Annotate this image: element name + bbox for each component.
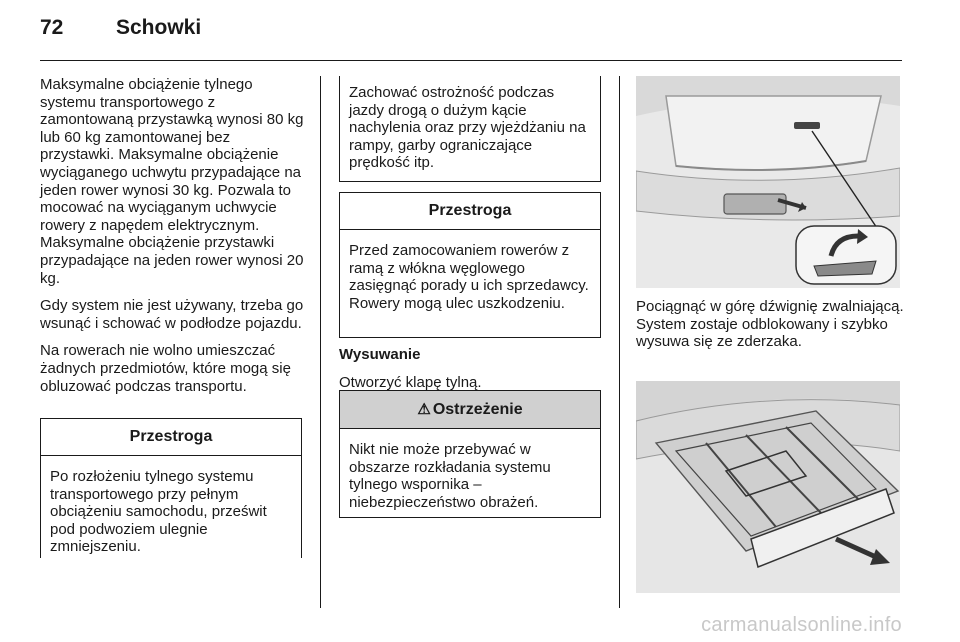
paragraph-loose-items: Na rowerach nie wolno umieszczać żadnych przedmiotów, które mogą się obluzować podczas transportu. [40,342,291,395]
caution-box-ground-clearance [40,418,302,558]
column-divider-left [320,76,321,608]
column-divider-right [619,76,620,608]
caution-title: Przestroga [340,193,600,230]
page-header [40,16,902,52]
left-column [40,76,308,405]
paragraph-storage: Gdy system nie jest używany, trzeba go wsunąć i schować w podłodze pojazdu. [40,297,304,332]
right-caption [636,298,904,361]
warning-body: Nikt nie może przebywać w obszarze rozkładania systemu tylnego wspornika – niebezpieczeństwo obrażeń. [349,441,551,511]
illustration-release-lever [636,76,900,288]
caution-box-carbon-frames [339,192,601,338]
header-divider [40,60,902,61]
caution-box-continued [339,76,601,182]
warning-box [339,390,601,518]
caption-release: Pociągnąć w górę dźwignię zwalniającą. System zostaje odblokowany i szybko wysuwa się ze zderzaka. [636,298,904,351]
warning-title: Ostrzeżenie [432,401,523,418]
caution-body: Po rozłożeniu tylnego systemu transportowego przy pełnym obciążeniu samochodu, prześwit pod podwoziem ulegnie zmniejszeniu. [50,468,267,556]
caution-title: Przestroga [41,419,301,456]
warning-triangle-icon: ⚠ [417,401,431,418]
warning-title-bar [340,391,600,429]
paragraph-load-limits: Maksymalne obciążenie tylnego systemu transportowego z zamontowaną przystawką wynosi 80 kg lub 60 kg zamontowanej bez przystawki. Maksymalne obciążenie wyciąganego uchwytu przypadające na jeden rower wynosi 30 kg. Pozwala to mocować na wyciąganym uchwycie rowery z napędem elektrycznym. Maksymalne obciążenie przystawki przypadające na jeden rower wynosi 20 kg. [40,76,304,287]
chapter-title: Schowki [116,16,202,39]
section-text: Otworzyć klapę tylną. [339,373,482,391]
page-number: 72 [40,16,64,39]
illustration-carrier-extended [636,381,900,593]
caution-body: Przed zamocowaniem rowerów z ramą z włókna węglowego zasięgnąć porady u ich sprzedawcy. Rowery mogą ulec uszkodzeniu. [349,242,589,312]
caution-continued-body: Zachować ostrożność podczas jazdy drogą o dużym kącie nachylenia oraz przy wjeżdżaniu na rampy, garby ograniczające prędkość itp. [349,84,586,172]
section-heading: Wysuwanie [339,346,421,363]
watermark: carmanualsonline.info [701,614,902,636]
